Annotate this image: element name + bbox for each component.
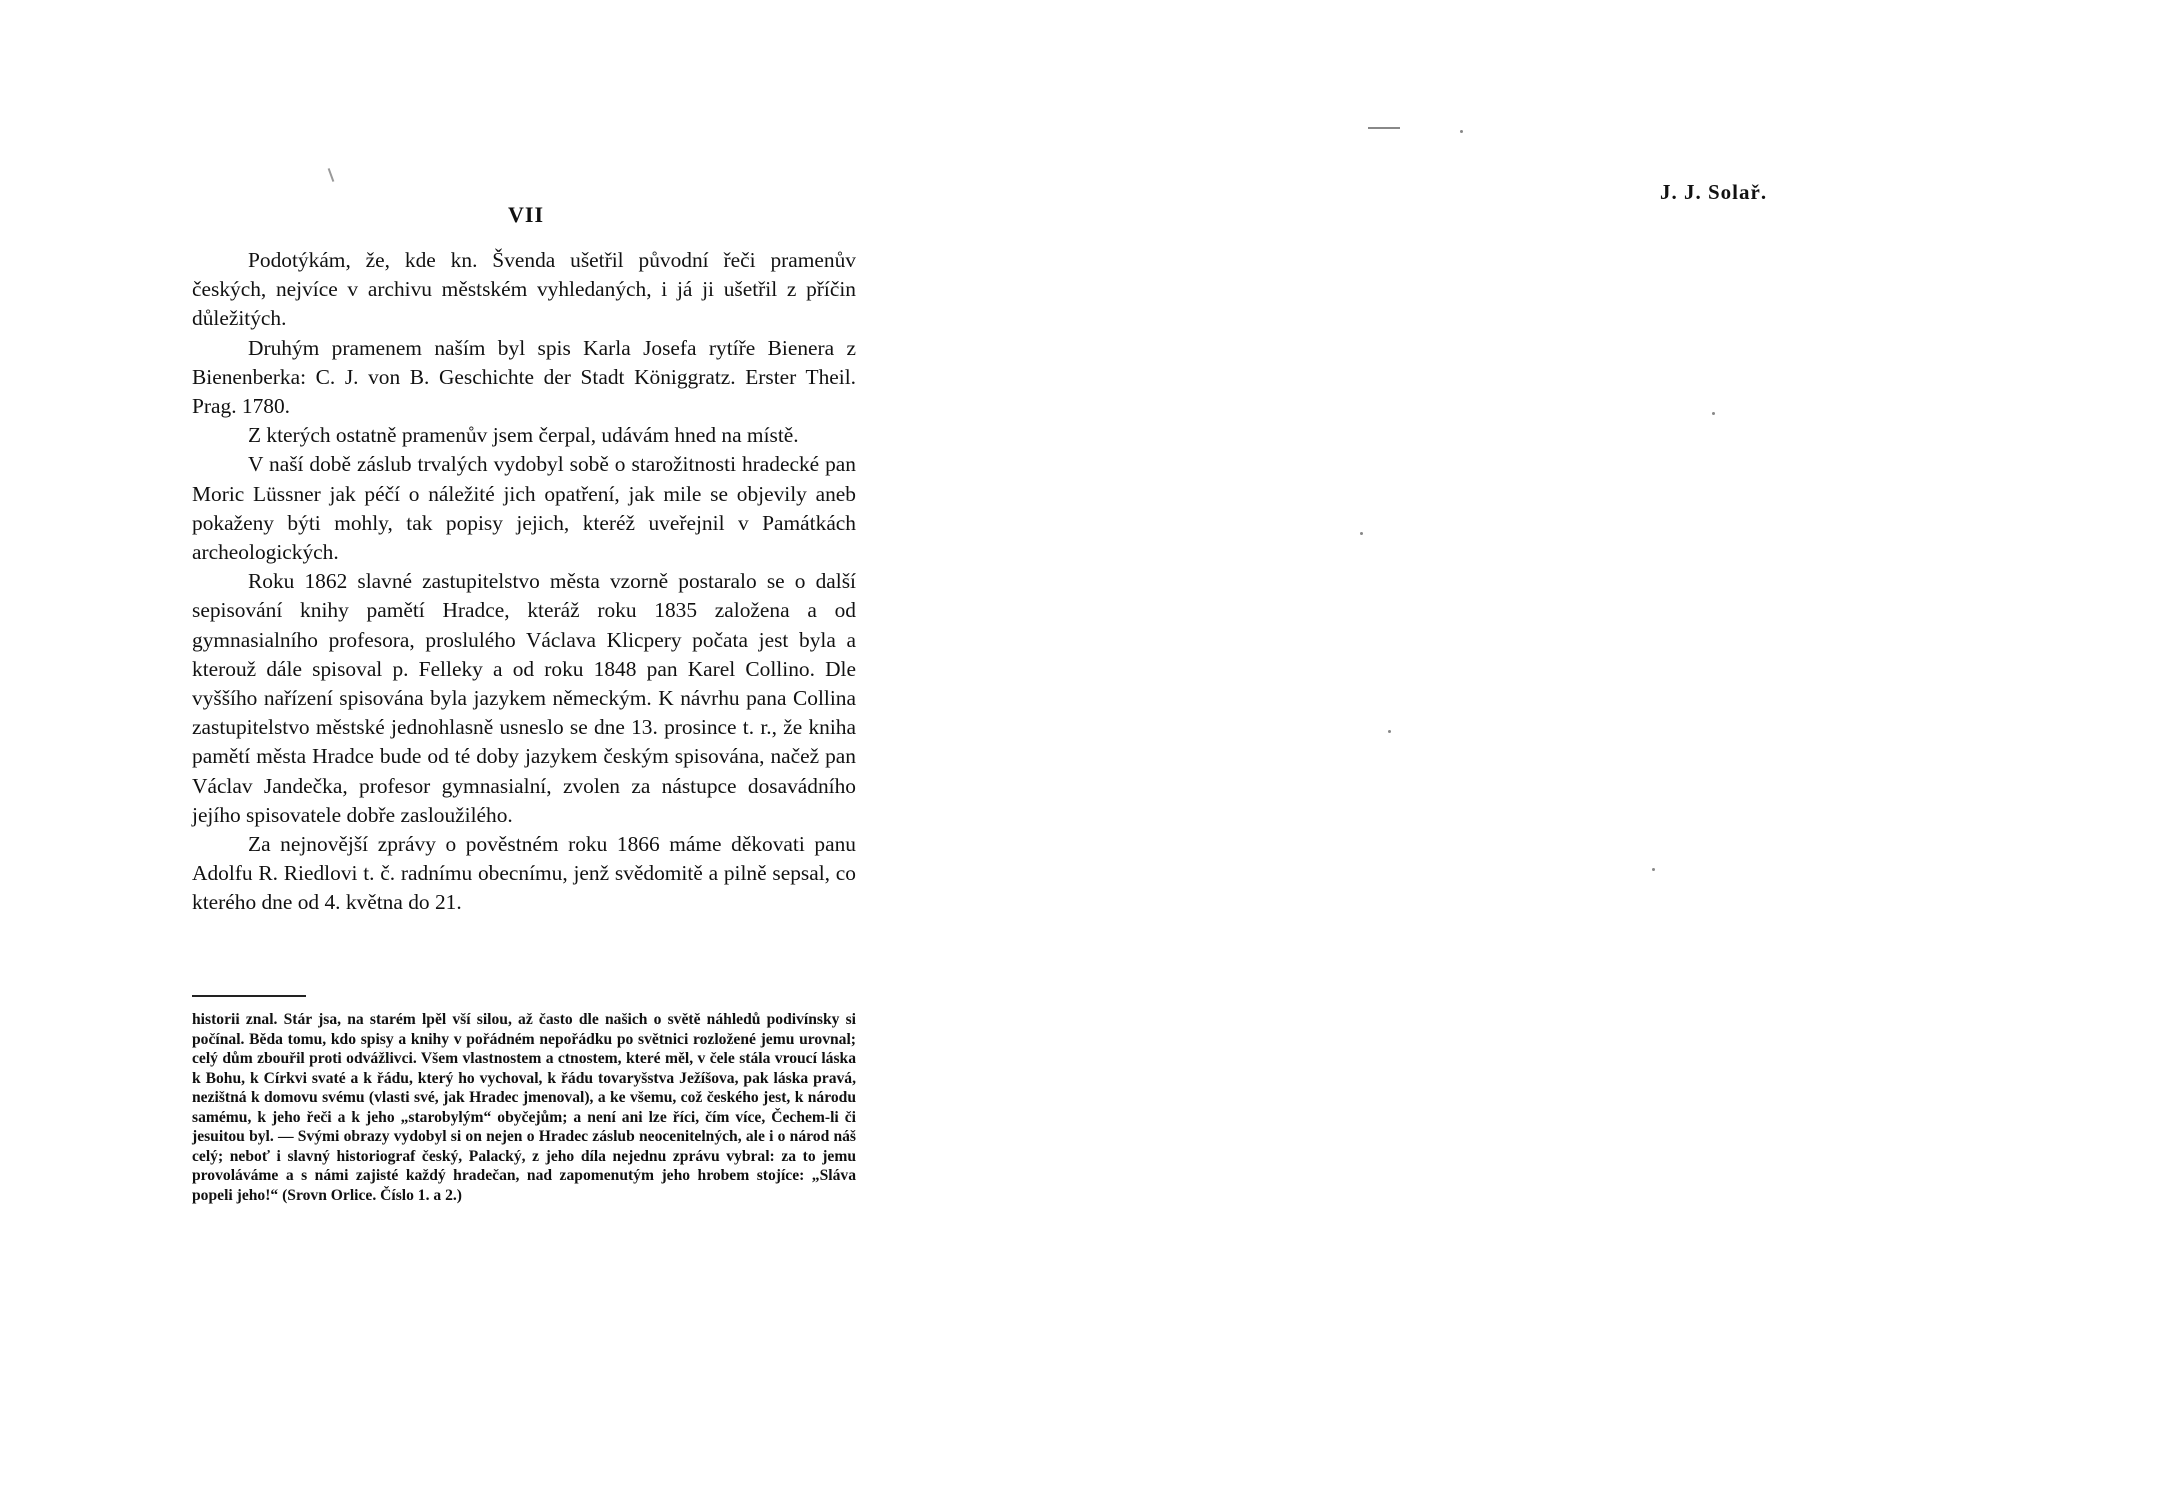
scan-artifact <box>1368 127 1400 129</box>
paragraph: Za nejnovější zprávy o pověstném roku 1866 máme děkovati panu Adolfu R. Riedlovi t. č. radnímu obecnímu, jenž svědomitě a pilně sepsal, co kterého dne od 4. května do 21. <box>192 832 856 915</box>
page-number: VII <box>508 202 545 227</box>
footnote-divider <box>192 995 306 997</box>
paragraph: V naší době záslub trvalých vydobyl sobě o starožitnosti hradecké pan Moric Lüssner jak péčí o náležité jich opatření, jak mile se objevily aneb pokaženy býti mohly, tak popisy jejich, kteréž uveřejnil v Památkách archeologických. <box>192 452 856 565</box>
left-page-body <box>192 246 856 918</box>
paragraph: Roku 1862 slavné zastupitelstvo města vzorně postaralo se o další sepisování knihy pamětí Hradce, kteráž roku 1835 založena a od gymnasialního profesora, proslulého Václava Klicpery počata jest byla a kterouž dále spisoval p. Felleky a od roku 1848 pan Karel Collino. Dle vyššího nařízení spisována byla jazykem německým. K návrhu pana Collina zastupitelstvo městské jednohlasně usneslo se dne 13. prosince t. r., že kniha pamětí města Hradce bude od té doby jazykem českým spisována, načež pan Václav Jandečka, profesor gymnasialní, zvolen za nástupce dosavádního jejího spisovatele dobře zasloužilého. <box>192 569 856 827</box>
scan-speck <box>1712 412 1715 415</box>
footnote: historii znal. Stár jsa, na starém lpěl vší silou, až často dle našich o světě náhledů podivínsky si počínal. Běda tomu, kdo spisy a knihy v pořádném nepořádku po světnici rozložené jemu urovnal; celý dům zbouřil proti odvážlivci. Všem vlastnostem a ctnostem, které měl, v čele stála vroucí láska k Bohu, k Církvi svaté a k řádu, který ho vychoval, k řádu tovaryšstva Ježíšova, pak láska pravá, nezištná k domovu svému (vlasti své, jak Hradec jmenoval), a ke všemu, což českého jest, k národu samému, k jeho řeči a k jeho „starobylým“ obyčejům; a není ani lze říci, čím více, Čechem-li či jesuitou byl. — Svými obrazy vydobyl si on nejen o Hradec záslub neocenitelných, ale i o národ náš celý; neboť i slavný historiograf český, Palacký, z jeho díla nejednu zprávu vybral: za to jemu provoláváme a s námi zajisté každý hradečan, nad zapomenutým jeho hrobem stojíce: „Sláva popeli jeho!“ (Srovn Orlice. Číslo 1. a 2.) <box>192 1011 856 1204</box>
scan-artifact <box>328 168 335 182</box>
scan-speck <box>1388 730 1391 733</box>
scan-speck <box>1652 868 1655 871</box>
paragraph: Podotýkám, že, kde kn. Švenda ušetřil původní řeči pramenův českých, nejvíce v archivu městském vyhledaných, i já ji ušetřil z příčin důležitých. <box>192 248 856 331</box>
paragraph: Z kterých ostatně pramenův jsem čerpal, udávám hned na místě. <box>248 423 799 448</box>
running-head: J. J. Solař. <box>1660 180 1768 204</box>
scan-speck <box>1360 532 1363 535</box>
scan-speck <box>1460 130 1463 133</box>
paragraph: Druhým pramenem naším byl spis Karla Josefa rytíře Bienera z Bienenberka: C. J. von B. Geschichte der Stadt Königgratz. Erster Theil. Prag. 1780. <box>192 335 856 419</box>
